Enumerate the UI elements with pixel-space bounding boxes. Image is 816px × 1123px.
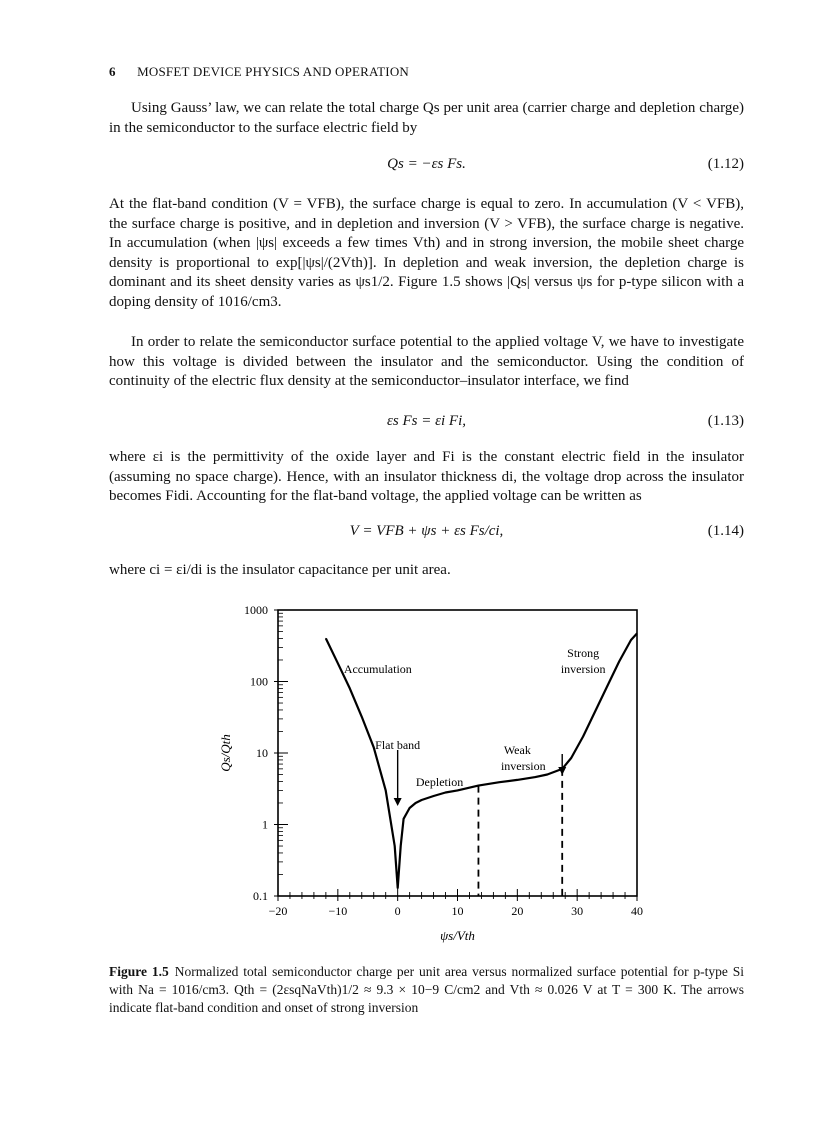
data-point [421, 799, 422, 800]
equation-1-12 [109, 156, 744, 176]
data-point [636, 633, 637, 634]
data-point [361, 716, 362, 717]
equation-expression: εs Fs = εi Fi, [386, 413, 467, 429]
data-point [397, 887, 398, 888]
paragraph-capacitance: where ci = εi/di is the insulator capacitance per unit area. [109, 562, 451, 578]
running-header [109, 64, 409, 80]
y-axis-label: Qs/Qth [218, 734, 233, 772]
data-point [595, 711, 596, 712]
equation-number: (1.13) [707, 413, 744, 429]
x-tick-label: 40 [631, 904, 643, 918]
y-tick-label: 10 [256, 746, 268, 760]
data-point [394, 845, 395, 846]
data-point [385, 790, 386, 791]
data-point [535, 777, 536, 778]
paragraph-permittivity: where εi is the permittivity of the oxide layer and Fi is the constant electric field in the insulator (assuming no space charge). Hence, with an insulator thickness di, the voltage drop across the insulator becomes Fidi. Accounting for the flat-band voltage, the applied voltage can be written as [109, 449, 744, 505]
data-point [630, 639, 631, 640]
data-point [445, 792, 446, 793]
page-number: 6 [109, 64, 116, 79]
data-point [403, 818, 404, 819]
equation-expression: Qs = −εs Fs. [387, 156, 466, 172]
data-point [499, 782, 500, 783]
x-tick-label: 30 [571, 904, 584, 918]
equation-1-13 [109, 413, 744, 433]
data-point [433, 795, 434, 796]
data-point [457, 790, 458, 791]
data-point [373, 747, 374, 748]
label-strong-inversion: inversion [560, 662, 606, 676]
data-point [400, 845, 401, 846]
x-tick-label: 0 [394, 904, 401, 918]
label-flat-band: Flat band [375, 738, 421, 752]
y-tick-label: 0.1 [253, 889, 268, 903]
paragraph-flat-band: At the flat-band condition (V = VFB), the surface charge is equal to zero. In accumulation (V < VFB), the surface charge is positive, and in depletion and inversion (V > VFB), the surface charge is negative. In accumulation (when |ψs| exceeds a few times Vth) and in strong inversion, the mobile sheet charge density is proportional to exp[|ψs|/(2Vth)]. In depletion and weak inversion, the depletion charge is dominant and its sheet density varies as ψs1/2. Figure 1.5 shows |Qs| versus ψs for p-type silicon with a doping density of 1016/cm3. [109, 196, 744, 310]
paragraph-gauss-law: Using Gauss’ law, we can relate the total charge Qs per unit area (carrier charge and depletion charge) in the semiconductor to the surface electric field by [109, 100, 744, 136]
equation-number: (1.12) [707, 156, 744, 172]
running-title: MOSFET DEVICE PHYSICS AND OPERATION [137, 64, 410, 79]
x-tick-label: 20 [511, 904, 524, 918]
caption-text: Normalized total semiconductor charge per unit area versus normalized surface potential for p-type Si with Na = 1016/cm3. Qth = (2εsqNaVth)1/2 ≈ 9.3 × 10−9 C/cm2 and Vth ≈ 0.026 V at T = 300 K. The arrows indicate flat-band condition and onset of strong inversion [109, 964, 745, 1015]
x-axis-label: ψs/Vth [440, 928, 475, 943]
data-point [415, 802, 416, 803]
figure-1-5-chart [200, 598, 660, 953]
data-point [325, 638, 326, 639]
x-tick-label: −20 [268, 904, 288, 918]
x-tick-label: 10 [451, 904, 464, 918]
data-point [547, 774, 548, 775]
y-tick-label: 1 [262, 817, 268, 832]
data-point [517, 779, 518, 780]
data-point [618, 661, 619, 662]
data-point [606, 686, 607, 687]
label-depletion: Depletion [415, 775, 464, 789]
y-tick-label: 1000 [244, 603, 268, 617]
label-accumulation: Accumulation [343, 662, 412, 676]
data-point [337, 663, 338, 664]
caption-label: Figure 1.5 [109, 964, 169, 979]
x-tick-label: −10 [328, 904, 348, 918]
label-strong: Strong [567, 646, 600, 660]
data-point [571, 757, 572, 758]
label-weak: Weak [503, 743, 531, 757]
paragraph-surface-potential: In order to relate the semiconductor surface potential to the applied voltage V, we have to investigate how this voltage is divided between the insulator and the semiconductor. Using the condition of continuity of the electric flux density at the semiconductor–insulator interface, we find [109, 334, 744, 390]
figure-caption [109, 963, 744, 1017]
label-weak-inversion: inversion [500, 759, 546, 773]
data-point [349, 688, 350, 689]
flat-band-arrow-head [394, 798, 402, 806]
equation-1-14 [109, 523, 744, 543]
equation-expression: V = VFB + ψs + εs Fs/ci, [349, 523, 504, 539]
equation-number: (1.14) [707, 523, 744, 539]
data-point [409, 807, 410, 808]
data-point [583, 736, 584, 737]
y-tick-label: 100 [250, 674, 268, 689]
